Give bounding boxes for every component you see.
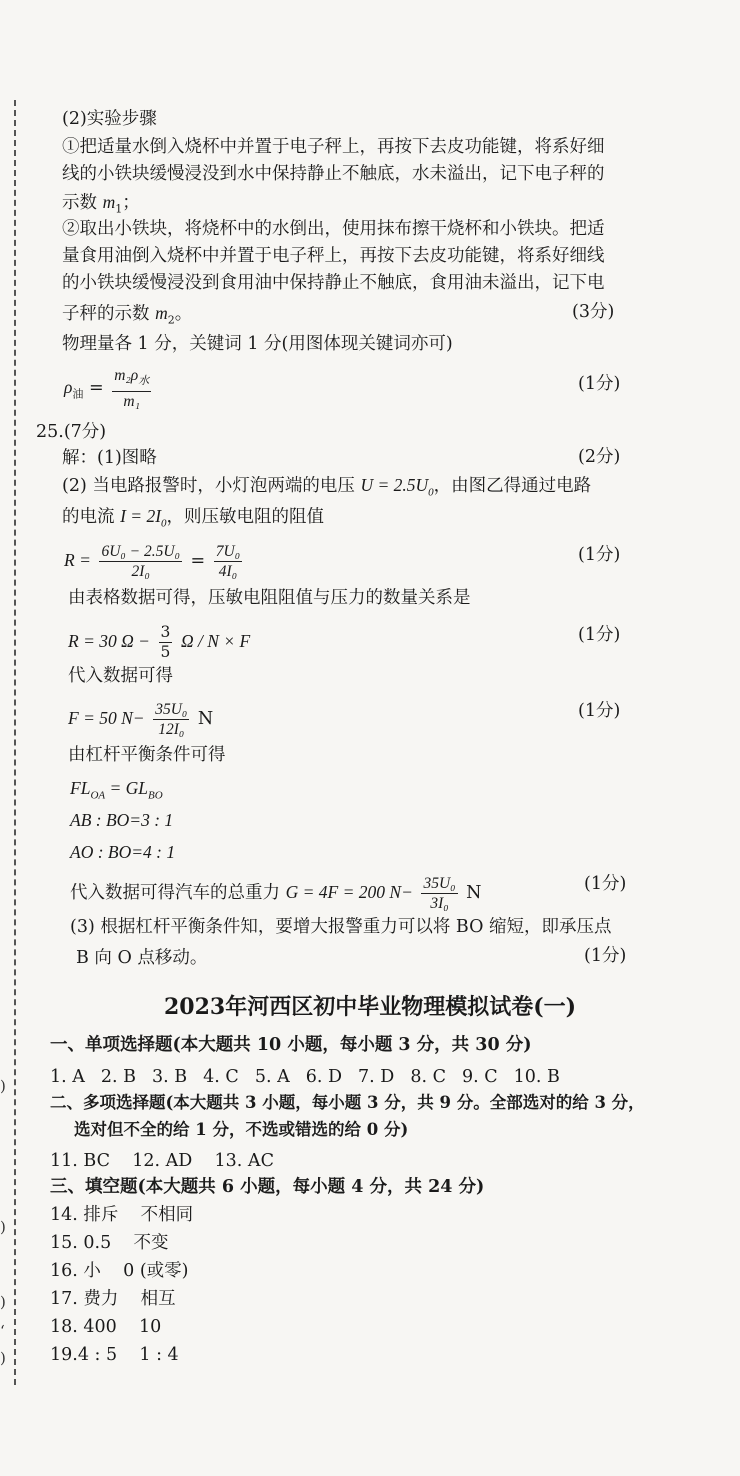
- rho-formula: $\rho_油$ = $\frac{m_2\rho_水}{\text{m₁}}$: [64, 367, 150, 411]
- score: (1分): [578, 374, 621, 394]
- score: (1分): [578, 701, 621, 721]
- margin-mark: ): [0, 1218, 6, 1236]
- step1-line2: 线的小铁块缓慢浸没到水中保持静止不触底，水未溢出，记下电子秤的: [62, 164, 605, 184]
- section-1-heading: 一、单项选择题(本大题共 10 小题，每小题 3 分，共 30 分): [50, 1035, 532, 1055]
- answer: 2. B: [100, 1067, 137, 1087]
- q25-part2-line1: (2) 当电路报警时，小灯泡两端的电压 $U = 2.5U_0$，由图乙得通过电路: [62, 475, 592, 499]
- answer: 6. D: [305, 1067, 343, 1087]
- var-sub: 1: [115, 202, 123, 216]
- rho-sub: 油: [72, 387, 84, 401]
- step2-line3: 的小铁块缓慢浸没到食用油中保持静止不触底，食用油未溢出，记下电: [62, 273, 605, 293]
- fraction: $\frac{\text{6U₀ − 2.5U₀}}{\text{2I₀}}$: [101, 543, 180, 580]
- step1-line1: ①把适量水倒入烧杯中并置于电子秤上，再按下去皮功能键，将系好细: [62, 137, 605, 157]
- fraction: $\frac{\text{35U₀}}{\text{12I₀}}$: [155, 701, 188, 738]
- step-title: (2)实验步骤: [62, 109, 157, 129]
- fraction: $\frac{3}{5}$: [160, 623, 171, 661]
- answer: 5. A: [254, 1067, 290, 1087]
- binding-line: [14, 100, 16, 1385]
- q25-header: 25.(7分): [36, 422, 107, 442]
- score: (1分): [578, 545, 621, 565]
- q25-part2-line2: 的电流 $I = 2I_0$，则压敏电阻的阻值: [62, 506, 325, 530]
- score: (1分): [584, 946, 627, 966]
- fill-answer: 16. 小 0 (或零): [50, 1261, 189, 1281]
- var-m: m: [155, 303, 168, 323]
- score: (3分): [572, 302, 615, 322]
- eq-lever: $FL_{OA} = GL_{BO}$: [70, 778, 163, 802]
- punct: 。: [174, 304, 193, 324]
- fraction: $\frac{m_2\rho_水}{\text{m₁}}$: [114, 367, 150, 411]
- q25-solution1: 解：(1)图略: [62, 448, 157, 468]
- fill-answer: 15. 0.5 不变: [50, 1233, 169, 1253]
- lever-text: 由杠杆平衡条件可得: [68, 745, 226, 765]
- g-formula: 代入数据可得汽车的总重力 G = 4F = 200 N− $\frac{\text{35U₀}}{\text{3I₀}}$ N: [70, 875, 482, 912]
- grading-note: 物理量各 1 分，关键词 1 分(用图体现关键词亦可): [62, 334, 453, 354]
- fill-answer: 18. 400 10: [50, 1317, 162, 1337]
- margin-mark: ): [0, 1077, 6, 1095]
- step2-line1: ②取出小铁块，将烧杯中的水倒出，使用抹布擦干烧杯和小铁块。把适: [62, 219, 605, 239]
- step1-line3: [62, 191, 140, 221]
- eq-ratio-1: AB : BO=3 : 1: [70, 810, 174, 830]
- fill-answer: 17. 费力 相互: [50, 1289, 176, 1309]
- table-note: 由表格数据可得，压敏电阻阻值与压力的数量关系是: [68, 588, 471, 608]
- score: (2分): [578, 447, 621, 467]
- var-sub: 2: [167, 313, 175, 327]
- r2-formula: R = 30 Ω − $\frac{3}{5}$ Ω / N × F: [68, 623, 251, 661]
- fill-answer: 19.4 : 5 1 : 4: [50, 1345, 179, 1365]
- step2-text: 子秤的示数: [62, 304, 150, 324]
- answer: 1. A: [50, 1067, 85, 1087]
- answer: 3. B: [152, 1067, 188, 1087]
- answer: 7. D: [358, 1067, 395, 1087]
- multi-answers: 11. BC 12. AD 13. AC: [50, 1151, 274, 1171]
- substitute-text: 代入数据可得: [68, 666, 173, 686]
- score: (1分): [578, 625, 621, 645]
- mcq-answers: [50, 1066, 576, 1088]
- margin-mark: ‘: [0, 1322, 5, 1340]
- q25-part3-line1: (3) 根据杠杆平衡条件知，要增大报警重力可以将 BO 缩短，即承压点: [70, 917, 612, 937]
- margin-mark: ): [0, 1293, 6, 1311]
- step2-line2: 量食用油倒入烧杯中并置于电子秤上，再按下去皮功能键，将系好细线: [62, 246, 605, 266]
- section-3-heading: 三、填空题(本大题共 6 小题，每小题 4 分，共 24 分): [50, 1177, 485, 1197]
- margin-mark: ): [0, 1349, 6, 1367]
- answer: 8. C: [410, 1067, 446, 1087]
- rho-symbol: ρ: [64, 377, 73, 398]
- eq-ratio-2: AO : BO=4 : 1: [70, 842, 176, 862]
- fraction: $\frac{\text{7U₀}}{\text{4I₀}}$: [215, 543, 241, 580]
- r-formula: R = $\frac{\text{6U₀ − 2.5U₀}}{\text{2I₀}}$ = $\frac{\text{7U₀}}{\text{4I₀}}$: [64, 543, 241, 580]
- step2-line4: [62, 302, 192, 332]
- q25-part3-line2: B 向 O 点移动。: [76, 948, 208, 968]
- exam-title: 2023年河西区初中毕业物理模拟试卷(一): [163, 994, 577, 1020]
- fraction: $\frac{\text{35U₀}}{\text{3I₀}}$: [423, 875, 456, 912]
- answer: 4. C: [203, 1067, 239, 1087]
- section-2-heading-line2: 选对但不全的给 1 分，不选或错选的给 0 分): [74, 1120, 409, 1139]
- answer: 9. C: [461, 1067, 498, 1087]
- step1-text: 示数: [62, 193, 97, 213]
- answer: 10. B: [513, 1067, 560, 1087]
- var-m: m: [102, 192, 116, 212]
- f-formula: F = 50 N− $\frac{\text{35U₀}}{\text{12I₀}}$ N: [68, 701, 214, 738]
- section-2-heading-line1: 二、多项选择题(本大题共 3 小题，每小题 3 分，共 9 分。全部选对的给 3 分，: [50, 1093, 645, 1112]
- punct: ；: [122, 193, 140, 213]
- score: (1分): [584, 874, 627, 894]
- fill-answer: 14. 排斥 不相同: [50, 1205, 194, 1225]
